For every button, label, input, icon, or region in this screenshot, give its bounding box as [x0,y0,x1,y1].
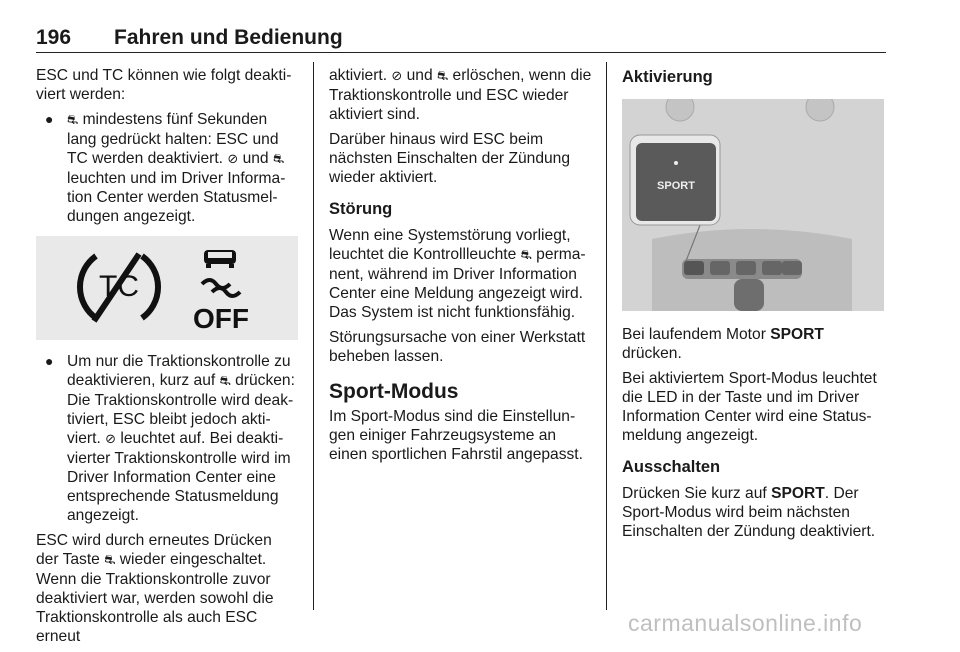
sport-button-photo [622,99,884,311]
intro-paragraph: ESC und TC können wie folgt deaktiviert werden: [36,67,292,103]
bullet-text: leuchten und im Driver Information Center werden Statusmeldungen angezeigt. [67,170,286,225]
bullet-item [36,110,298,226]
paragraph-text: permanent, während im Driver Information Center eine Meldung angezeigt wird. Das System ist nicht funktionsfähig. [329,246,586,321]
column-divider-2 [606,62,607,610]
bullet-text: Um nur die Traktionskontrolle zu deaktivieren, kurz auf [67,353,291,389]
ausschalten-paragraph [622,484,888,541]
stoerung-paragraph [329,226,595,322]
esc-off-icon: ⊘ [391,69,403,84]
paragraph-text: und [402,67,437,84]
tc-off-warning-icon [36,236,298,340]
closing-paragraph [36,531,298,646]
sport-keyword: SPORT [770,326,824,343]
paragraph-text: Wenn eine Systemstörung vorliegt, leuchtet die Kontrollleuchte [329,227,571,263]
console-illustration [622,99,884,311]
page-number: 196 [36,26,72,49]
aktivierung-paragraph [622,325,888,363]
sport-keyword: SPORT [771,485,825,502]
heading-ausschalten: Ausschalten [622,458,721,476]
bullet-text: mindestens fünf Sekunden lang gedrückt halten: ESC und TC werden deaktiviert. [67,111,279,167]
bullet-item [36,352,298,525]
paragraph-text: aktiviert. [329,67,392,84]
tc-icon-label: TC [99,270,139,303]
tc-off-button-icon: ⛐ [219,374,231,389]
sport-button-label: SPORT [657,180,695,192]
heading-aktivierung: Aktivierung [622,68,713,86]
bullet-text: und [238,150,273,167]
paragraph-text: Drücken Sie kurz auf [622,485,772,502]
column-3 [622,66,888,547]
paragraph-text: Bei laufendem Motor [622,326,771,343]
continuation-paragraph [329,66,595,124]
watermark: carmanualsonline.info [628,610,863,636]
heading-stoerung: Störung [329,200,393,218]
esc-off-icon: ⊘ [105,432,117,447]
led-paragraph: Bei aktiviertem Sport-Modus leuchtet die LED in der Taste und im Driver Information Center wird eine Statusmeldung angezeigt. [622,370,877,444]
tc-off-button-icon: ⛐ [67,113,79,128]
reactivation-paragraph: Darüber hinaus wird ESC beim nächsten Einschalten der Zündung wieder aktiviert. [329,131,571,186]
bullet-text: leuchtet auf. Bei deaktivierter Traktionskontrolle wird im Driver Information Center eine entsprechende Statusmeldung angezeigt. [67,430,291,524]
bullet-dot: ● [45,353,54,369]
tc-off-button-icon: ⛐ [104,553,116,568]
paragraph-text: . Der Sport-Modus wird beim nächsten Einschalten der Zündung deaktiviert. [622,485,876,540]
page-header [36,26,886,52]
sport-intro-paragraph: Im Sport-Modus sind die Einstellungen einiger Fahrzeugsysteme an einen sportlichen Fahrstil angepasst. [329,408,583,463]
column-2 [329,66,595,470]
paragraph-text: wieder eingeschaltet. Wenn die Traktionskontrolle zuvor deaktiviert war, werden sowohl die Traktionskontrolle als auch ESC erneut [36,551,274,645]
werkstatt-paragraph: Störungsursache von einer Werkstatt beheben lassen. [329,329,586,365]
esc-off-label: OFF [193,303,249,334]
bullet-dot: ● [45,111,54,127]
paragraph-text: ESC wird durch erneutes Drücken der Taste [36,532,272,568]
header-rule [36,52,886,53]
tc-esc-warning-figure [36,236,298,340]
tc-off-button-icon: ⛐ [520,248,532,263]
tc-off-button-icon: ⛐ [436,69,449,84]
column-1 [36,66,298,652]
column-divider-1 [313,62,314,610]
paragraph-text: drücken. [622,345,682,362]
heading-sport-modus: Sport-Modus [329,380,459,403]
esc-off-icon [193,250,249,334]
esc-off-icon: ⊘ [227,152,239,167]
bullet-text: drücken: Die Traktionskontrolle wird deaktiviert, ESC bleibt jedoch aktiviert. [67,372,295,447]
tc-off-button-icon: ⛐ [272,152,285,167]
paragraph-text: erlöschen, wenn die Traktionskontrolle und ESC wieder aktiviert sind. [329,67,592,123]
section-title: Fahren und Bedienung [114,26,343,49]
